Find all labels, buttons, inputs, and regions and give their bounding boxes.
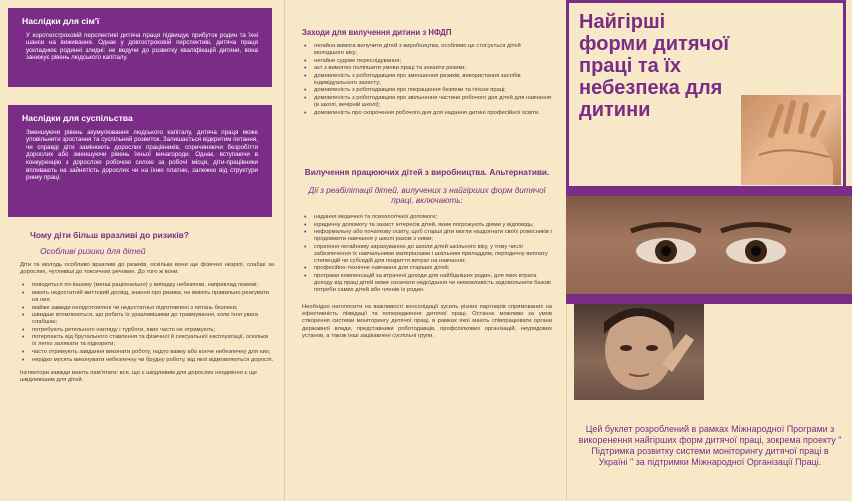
vulnerability-intro: Діти та молодь особливо вразливі до ризиків, оскільки вони ще фізично незрілі, слабші за дорослих, чутливіші до токсичних речовин. До того ж вони: xyxy=(20,262,274,276)
vulnerability-section xyxy=(20,230,274,384)
list-item: • швидше втомлюються, що робить їх уразливішими до травмування, коли їхня увага слабшає; xyxy=(20,312,274,326)
vulnerability-outro: Інспектори завжди мають пам'ятати: все, що є шкідливим для дорослих неодмінно є ще шкідливішим для дітей. xyxy=(20,369,258,383)
measures-section xyxy=(302,28,552,117)
list-item: • потребують ретельного нагляду і турботи, яких часто не отримують; xyxy=(20,327,274,334)
removal-list xyxy=(302,214,552,294)
list-item: • нерідко мусять виконувати небезпечну чи брудну роботу, від якої відмовляються дорослі. xyxy=(20,357,274,364)
cover-title: Найгірші форми дитячої праці та їх небезпека для дитини xyxy=(579,11,729,121)
hands-photo xyxy=(741,95,841,185)
purple-strip xyxy=(566,294,852,304)
measures-list xyxy=(302,43,552,117)
family-box-title: Наслідки для сім'ї xyxy=(22,16,100,26)
vulnerability-subheading: Особливі ризики для дітей xyxy=(40,246,146,256)
vulnerability-list xyxy=(20,282,274,363)
list-item: • надання медичної та психологічної допомоги; xyxy=(302,214,552,221)
cover-credit: Цей буклет розроблений в рамках Міжнародної Програми з викоренення найгірших форм дитячої праці, зокрема проекту " Підтримка розвитку системи моніторингу дитячої праці в Україні " за підтримки Міжнародної Організації Праці. xyxy=(578,424,842,467)
list-item: • негайна вимога вилучити дітей з виробництва, особливо це стосується дітей молодшого віку; xyxy=(302,43,552,57)
list-item: • сприяння негайному зарахуванню до школи дітей шкільного віку, у тому числі забезпечення їх навчальними матеріалами і шкільним приладдям, періодичну виплату стипендій чи субсидій для покриття витрат на навчання; xyxy=(302,244,552,265)
purple-strip xyxy=(566,186,852,196)
child-photo xyxy=(574,304,704,400)
removal-closing: Необхідно наголосити на важливості консолідації зусиль різних партнерів спрямованих на ефективність ліквідації та попередження дитячої праці. Останнє можливо за умов створення системи моніторингу дитячої праці, в рамках якої мають співпрацювати органи державної влади, представники роботодавців, профспілкових організацій, неурядових установ, а також інші зацікавлені суспільні групи. xyxy=(302,303,552,339)
list-item: • домовленість з роботодавцем про покращення безпеки та гігієни праці; xyxy=(302,87,552,94)
left-panel xyxy=(0,0,284,501)
list-item: • негайне судове переслідування; xyxy=(302,58,552,65)
measures-heading: Заходи для вилучення дитини з НФДП xyxy=(302,28,452,37)
list-item: • поводяться по-іншому (менш раціонально) у випадку небезпеки, наприклад пожежі; xyxy=(20,282,274,289)
society-consequences-box xyxy=(8,105,272,217)
list-item: • домовленість з роботодавцем про звільнення частини робочого дня дітей для навчання (в школі, вечірній школі); xyxy=(302,95,552,109)
eyes-photo xyxy=(566,196,852,294)
list-item: • потерпають від брутального ставлення та фізичної й сексуальної експлуатації, оскільки їх легко залякати та підкорити; xyxy=(20,334,274,348)
list-item: • професійно-технічне навчання для старших дітей; xyxy=(302,265,552,272)
removal-section xyxy=(302,168,552,340)
cover-title-box xyxy=(566,0,846,190)
list-item: • домовленість з роботодавцем про зменшення ризиків, використання засобів індивідуального захисту; xyxy=(302,73,552,87)
list-item: • програми компенсацій за втрачені доходи для найбідніших родин, для яких втрата доходу від праці дітей може означати недоїдання чи неможливість задовольнити базові потреби самих дітей або членів їх родин. xyxy=(302,273,552,294)
family-consequences-box xyxy=(8,8,272,87)
society-box-text: Зменшуючи рівень акумулювання людського капіталу, дитяча праця може уповільнити зростання та суспільний розвиток. Залишається відкритим питання, чи справді діти замінюють дорослих працівників, спричиняючи безробіття дорослих або зменшуючи рівень їхньої винагороди. Однак, вступаючи в конкуренцію з дорослою робочою силою за робочі місця, діти-працівники впливають на зайнятість дорослих чи на їхню платню, залежно від структури ринку праці. xyxy=(26,128,258,182)
list-item: • мають недостатній життєвий досвід, знання про ризики, не вміють правильно реагувати на них; xyxy=(20,290,274,304)
list-item: • акт з вимогою поліпшити умови праці та знизити ризики; xyxy=(302,65,552,72)
middle-panel xyxy=(284,0,566,501)
list-item: • часто отримують завдання виконати роботу, надто важку або конче небезпечну для них; xyxy=(20,349,274,356)
cover-panel xyxy=(566,0,852,501)
removal-heading: Вилучення працюючих дітей з виробництва. Альтернативи. xyxy=(304,168,550,177)
list-item: • неформальну або початкову освіту, щоб старші діти могли наздогнати своїх ровесників і продовжити навчання у школі разом з ними; xyxy=(302,229,552,243)
list-item: • юридичну допомогу та захист інтересів дітей, яким погрожують діями у відповідь; xyxy=(302,222,552,229)
family-box-text: У короткостроковій перспективі дитяча праця підвищує прибуток родин та їхні шанси на виживання. Однак у довгостроковій перспективі, дитяча праця ускладнює родинні злидні: не ведучи до розвитку кваліфікацій дитини, вона занижує рівень людського капіталу. xyxy=(26,31,258,62)
list-item: • домовленість про скорочення робочого дня для надання дитині професійної освіти. xyxy=(302,110,552,117)
vulnerability-heading: Чому діти більш вразливі до ризиків? xyxy=(30,230,189,240)
removal-subheading: Дії з реабілітації дітей, вилучених з найгірших форм дитячої праці, включають: xyxy=(308,186,546,205)
list-item: • майже завжди непідготовлені чи недостатньо підготовлені з питань безпеки; xyxy=(20,305,274,312)
society-box-title: Наслідки для суспільства xyxy=(22,113,133,123)
